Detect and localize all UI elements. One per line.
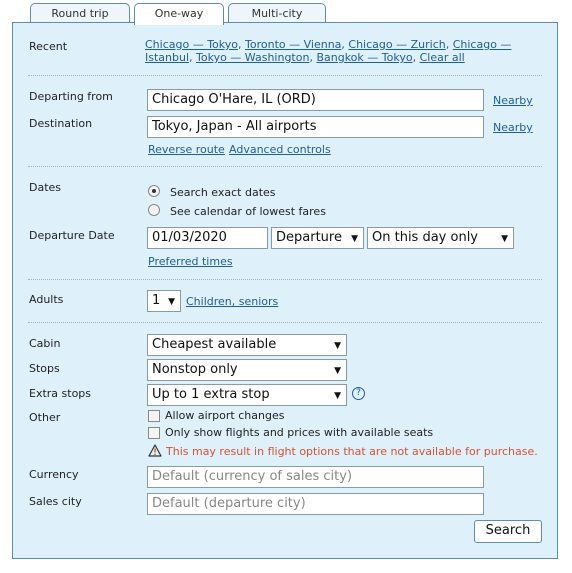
sales-city-input[interactable]: Default (departure city) [147,493,484,515]
departing-from-input[interactable]: Chicago O'Hare, IL (ORD) [147,89,484,111]
clear-all-recent-link[interactable]: Clear all [419,51,465,64]
divider [28,279,542,280]
departure-type-select[interactable] [271,227,364,249]
recent-separator: , [309,51,317,64]
destination-input[interactable]: Tokyo, Japan - All airports [147,116,484,138]
allow-airport-changes-label: Allow airport changes [165,409,285,422]
tab-round-trip[interactable]: Round trip [30,3,130,23]
stops-label: Stops [29,362,60,375]
search-exact-dates-radio[interactable] [148,185,160,197]
nearby-departing-link[interactable]: Nearby [493,94,533,107]
chevron-down-icon: ▼ [334,366,341,376]
recent-search-link[interactable]: Bangkok — Tokyo [316,51,413,64]
allow-airport-changes-checkbox[interactable] [148,410,160,422]
departure-date-input[interactable]: 01/03/2020 [147,227,268,249]
departure-date-label: Departure Date [29,229,115,242]
recent-search-link[interactable]: Toronto — Vienna [245,38,342,51]
extra-stops-label: Extra stops [29,387,92,400]
tab-one-way[interactable]: One-way [134,3,224,25]
recent-search-link[interactable]: Chicago — Istanbul [145,38,512,64]
stops-value: Nonstop only [152,362,238,377]
day-range-value: On this day only [372,230,478,245]
currency-input[interactable]: Default (currency of sales city) [147,466,484,488]
chevron-down-icon: ▼ [351,234,358,244]
stops-select[interactable] [147,359,347,381]
recent-search-link[interactable]: Chicago — Zurich [348,38,446,51]
calendar-lowest-fares-label: See calendar of lowest fares [170,205,326,218]
adults-label: Adults [29,293,64,306]
departure-type-value: Departure [276,230,342,245]
recent-label: Recent [29,40,68,53]
recent-search-link[interactable]: Chicago — Tokyo [145,38,239,51]
adults-select[interactable] [147,290,181,312]
calendar-lowest-fares-radio[interactable] [148,204,160,216]
tab-multi-city[interactable]: Multi-city [228,3,326,23]
availability-warning-text: This may result in flight options that are not available for purchase. [166,445,538,458]
sales-city-label: Sales city [29,495,82,508]
available-seats-label: Only show flights and prices with available seats [165,426,434,439]
cabin-select[interactable] [147,334,347,356]
departing-from-label: Departing from [29,90,113,103]
warning-icon [148,444,162,460]
recent-searches-list [145,38,515,64]
recent-separator: , [189,51,197,64]
recent-search-link[interactable]: Tokyo — Washington [196,51,310,64]
divider [28,322,542,323]
chevron-down-icon: ▼ [168,297,175,307]
recent-separator: , [238,38,246,51]
extra-stops-select[interactable] [147,384,347,406]
chevron-down-icon: ▼ [334,391,341,401]
divider [28,166,542,167]
cabin-label: Cabin [29,337,61,350]
currency-label: Currency [29,468,79,481]
available-seats-checkbox[interactable] [148,427,160,439]
divider [28,75,542,76]
destination-label: Destination [29,117,93,130]
dates-label: Dates [29,181,62,194]
preferred-times-link[interactable]: Preferred times [148,255,233,268]
advanced-controls-link[interactable]: Advanced controls [229,143,331,156]
reverse-route-link[interactable]: Reverse route [148,143,225,156]
recent-separator: , [341,38,349,51]
cabin-value: Cheapest available [152,337,277,352]
day-range-select[interactable] [367,227,514,249]
chevron-down-icon: ▼ [501,234,508,244]
extra-stops-value: Up to 1 extra stop [152,387,270,402]
chevron-down-icon: ▼ [334,341,341,351]
help-icon[interactable]: ? [352,387,365,400]
search-button[interactable]: Search [474,520,542,543]
children-seniors-link[interactable]: Children, seniors [186,295,279,308]
other-label: Other [29,411,61,424]
nearby-destination-link[interactable]: Nearby [493,121,533,134]
recent-separator: , [412,51,420,64]
search-exact-dates-label: Search exact dates [170,186,276,199]
adults-value: 1 [152,293,161,308]
recent-separator: , [445,38,453,51]
